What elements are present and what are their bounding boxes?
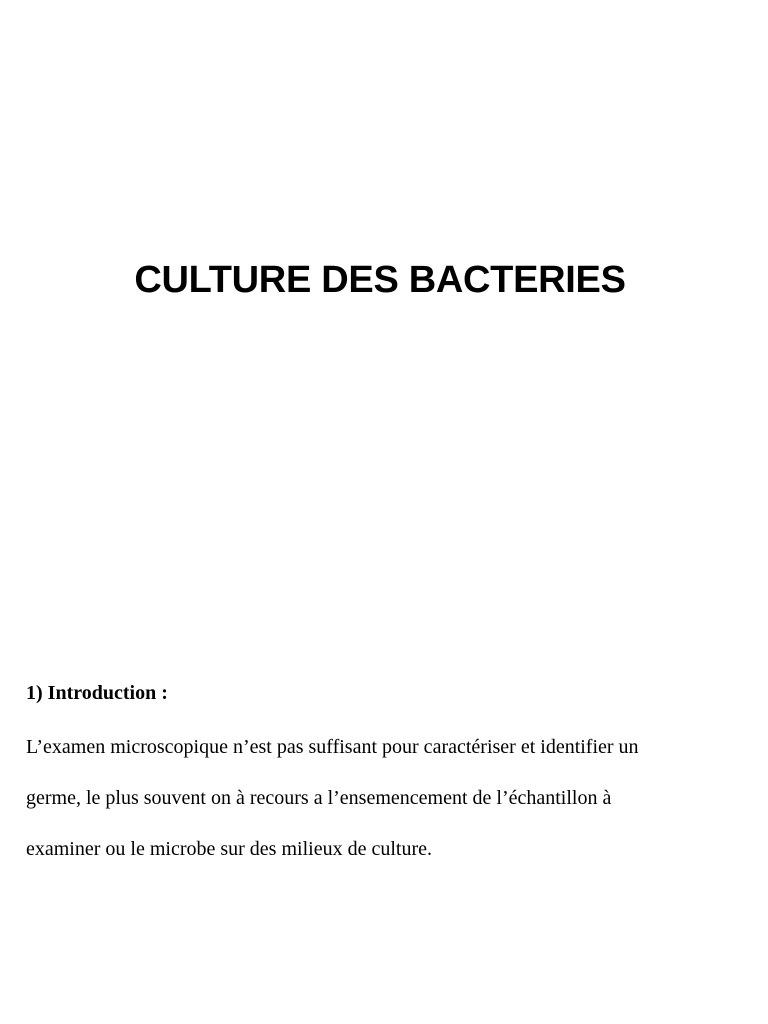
document-title: CULTURE DES BACTERIES (134, 259, 626, 301)
paragraph-line: L’examen microscopique n’est pas suffisant pour caractériser et identifier un (26, 736, 639, 758)
section-heading: 1) Introduction : (26, 682, 168, 704)
paragraph-line: examiner ou le microbe sur des milieux de culture. (26, 838, 432, 860)
paragraph-line: germe, le plus souvent on à recours a l’ensemencement de l’échantillon à (26, 787, 612, 809)
section-paragraph (26, 722, 746, 875)
introduction-section (26, 679, 746, 875)
